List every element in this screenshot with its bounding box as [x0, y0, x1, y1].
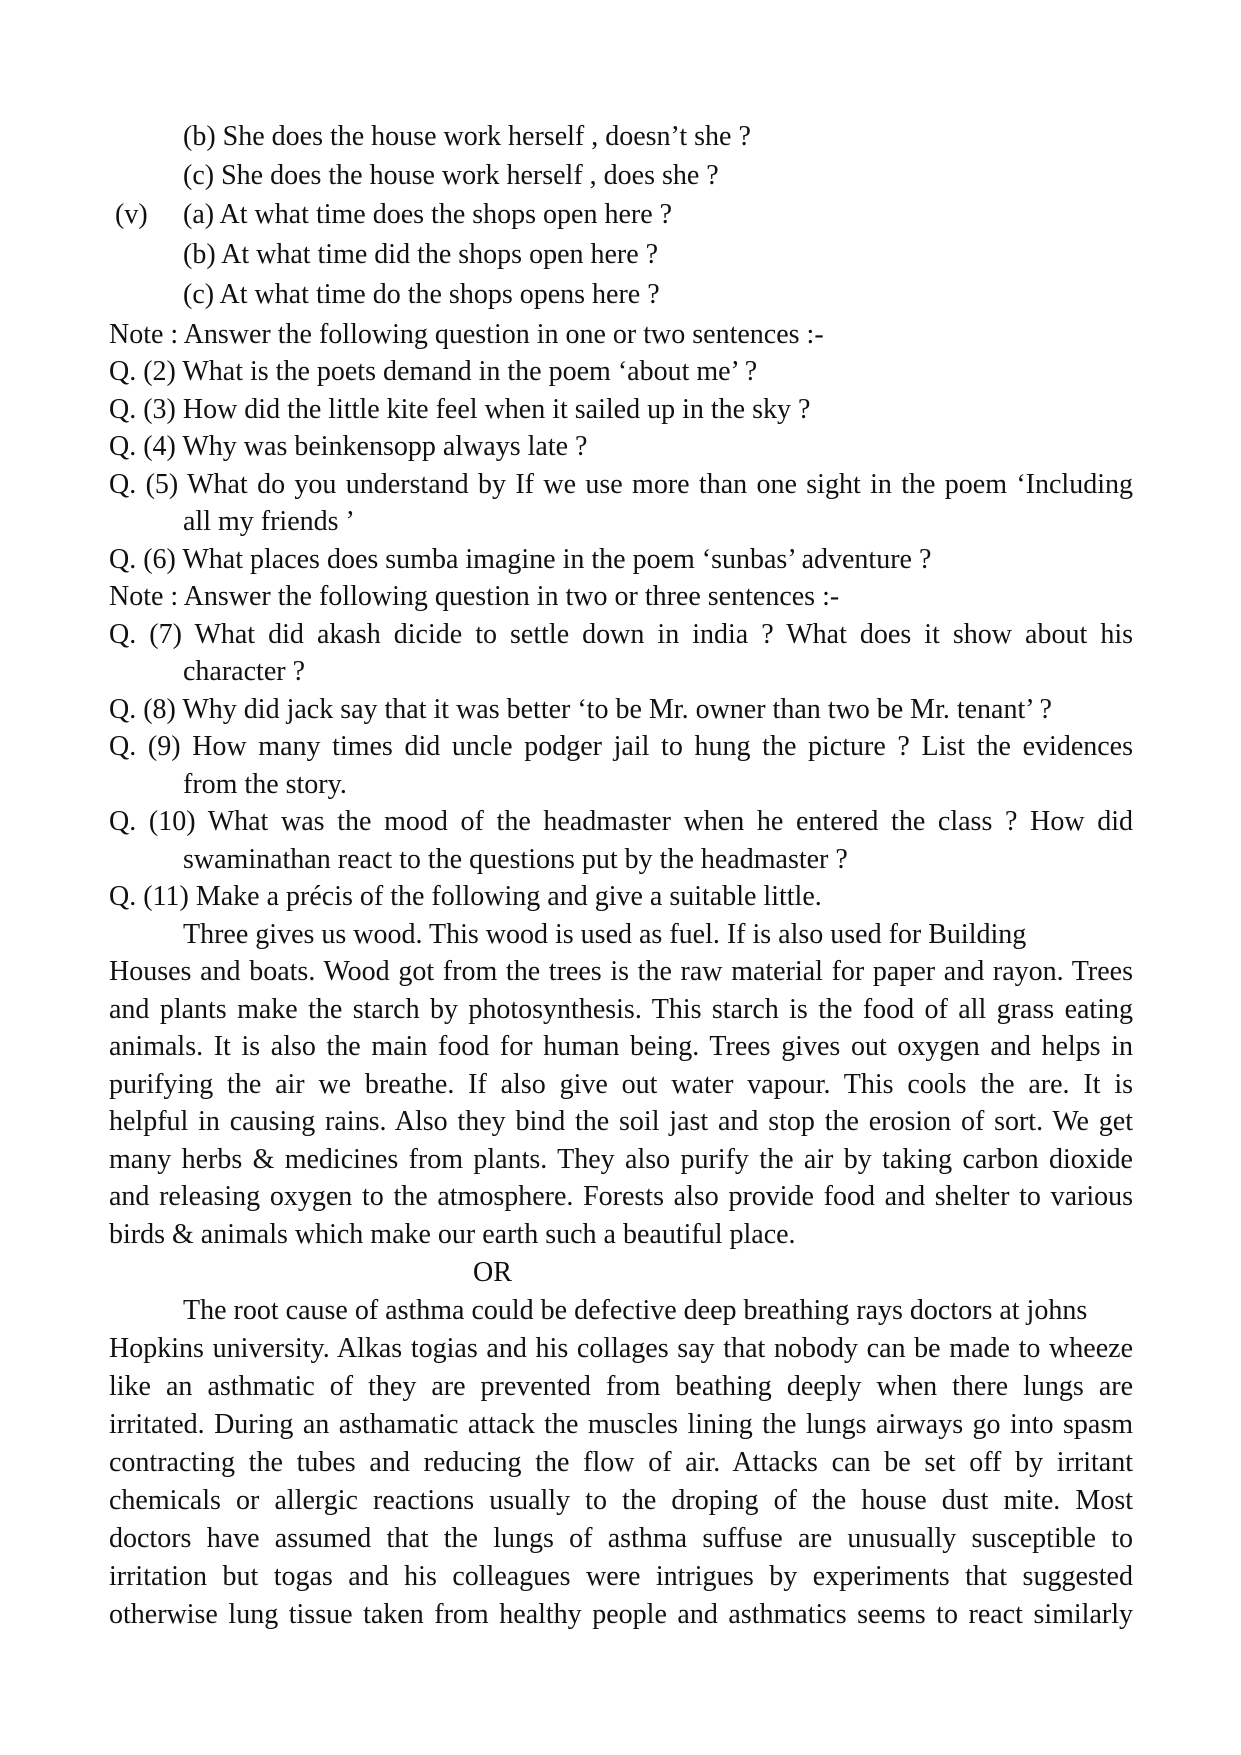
passage-2-line: contracting the tubes and reducing the flow of air. Attacks can be set off by irritant [109, 1447, 1133, 1478]
passage-1-line: animals. It is also the main food for human being. Trees gives out oxygen and helps in [109, 1031, 1133, 1062]
question-3: Q. (3) How did the little kite feel when it sailed up in the sky ? [109, 394, 811, 425]
question-2: Q. (2) What is the poets demand in the poem ‘about me’ ? [109, 356, 758, 387]
option-b-text: (b) She does the house work herself , doesn’t she ? [183, 121, 751, 152]
question-5-line-2: all my friends ’ [183, 506, 355, 537]
passage-1-line: and releasing oxygen to the atmosphere. Forests also provide food and shelter to various [109, 1181, 1133, 1212]
passage-2-line: irritation but togas and his colleagues were intrigues by experiments that suggested [109, 1561, 1133, 1592]
passage-1-line: Houses and boats. Wood got from the trees is the raw material for paper and rayon. Trees [109, 956, 1133, 987]
question-6: Q. (6) What places does sumba imagine in the poem ‘sunbas’ adventure ? [109, 544, 932, 575]
question-7-line-1: Q. (7) What did akash dicide to settle down in india ? What does it show about his [109, 619, 1133, 650]
subquestion-v-label: (v) [115, 199, 148, 230]
passage-2-line: like an asthmatic of they are prevented from beathing deeply when there lungs are [109, 1371, 1133, 1402]
passage-1-line: purifying the air we breathe. If also give out water vapour. This cools the are. It is [109, 1069, 1133, 1100]
question-8: Q. (8) Why did jack say that it was better ‘to be Mr. owner than two be Mr. tenant’ ? [109, 694, 1052, 725]
passage-2-line: otherwise lung tissue taken from healthy people and asthmatics seems to react similarly [109, 1599, 1133, 1630]
option-v-a-text: (a) At what time does the shops open here ? [183, 199, 673, 230]
question-5-line-1: Q. (5) What do you understand by If we use more than one sight in the poem ‘Including [109, 469, 1133, 500]
question-10-line-2: swaminathan react to the questions put by the headmaster ? [183, 844, 848, 875]
or-separator: OR [473, 1257, 512, 1288]
passage-1-line: birds & animals which make our earth such a beautiful place. [109, 1219, 796, 1250]
passage-2-line: doctors have assumed that the lungs of asthma suffuse are unusually susceptible to [109, 1523, 1133, 1554]
passage-2-line: Hopkins university. Alkas togias and his collages say that nobody can be made to wheeze [109, 1333, 1133, 1364]
option-v-b-text: (b) At what time did the shops open here ? [183, 239, 659, 270]
question-4: Q. (4) Why was beinkensopp always late ? [109, 431, 588, 462]
section-note-long-answers: Note : Answer the following question in two or three sentences :- [109, 581, 840, 612]
passage-2-line: The root cause of asthma could be defective deep breathing rays doctors at johns [183, 1295, 1088, 1326]
passage-1-line: and plants make the starch by photosynthesis. This starch is the food of all grass eating [109, 994, 1133, 1025]
passage-1-line: Three gives us wood. This wood is used as fuel. If is also used for Building [183, 919, 1027, 950]
question-11: Q. (11) Make a précis of the following and give a suitable little. [109, 881, 822, 912]
question-7-line-2: character ? [183, 656, 305, 687]
passage-2-line: chemicals or allergic reactions usually to the droping of the house dust mite. Most [109, 1485, 1133, 1516]
passage-1-line: helpful in causing rains. Also they bind the soil jast and stop the erosion of sort. We get [109, 1106, 1133, 1137]
question-10-line-1: Q. (10) What was the mood of the headmaster when he entered the class ? How did [109, 806, 1133, 837]
question-9-line-1: Q. (9) How many times did uncle podger jail to hung the picture ? List the evidences [109, 731, 1133, 762]
section-note-short-answers: Note : Answer the following question in one or two sentences :- [109, 319, 824, 350]
passage-2-line: irritated. During an asthamatic attack the muscles lining the lungs airways go into spasm [109, 1409, 1133, 1440]
option-v-c-text: (c) At what time do the shops opens here ? [183, 279, 660, 310]
question-9-line-2: from the story. [183, 769, 347, 800]
passage-1-line: many herbs & medicines from plants. They also purify the air by taking carbon dioxide [109, 1144, 1133, 1175]
option-c-text: (c) She does the house work herself , does she ? [183, 160, 719, 191]
